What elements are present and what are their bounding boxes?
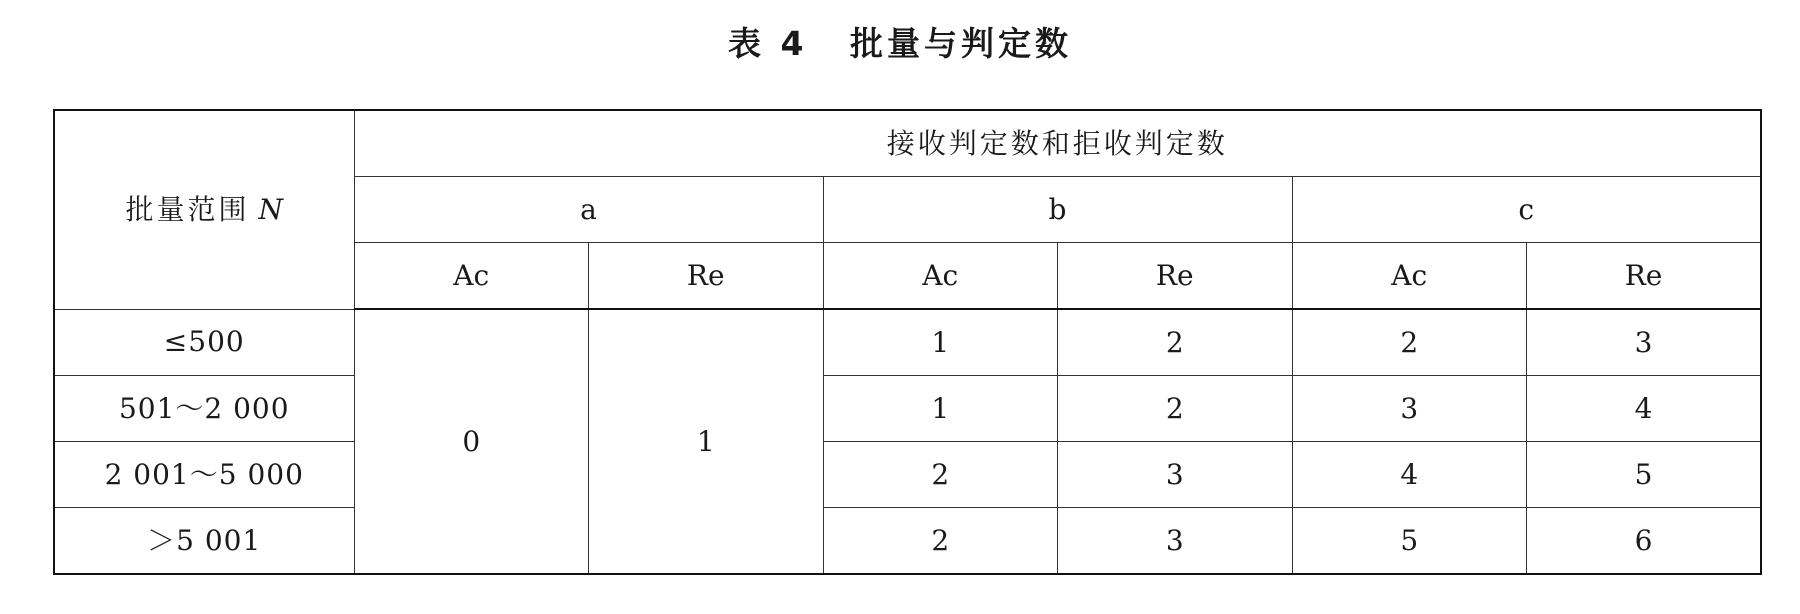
- group-c-re-value: 5: [1527, 442, 1762, 508]
- table-title-text: 批量与判定数: [849, 24, 1072, 63]
- group-b-ac-value: 1: [823, 309, 1058, 376]
- judgement-group-header: [354, 110, 1761, 177]
- group-c-ac-value: 2: [1292, 309, 1527, 376]
- table-row: [54, 508, 1761, 575]
- group-b-ac-header: Ac: [823, 243, 1058, 310]
- table-row: [54, 376, 1761, 442]
- table-row: [54, 442, 1761, 508]
- group-b-ac-value: 1: [823, 376, 1058, 442]
- judgement-group-title: 接收判定数和拒收判定数: [886, 126, 1228, 160]
- group-c-ac-header: Ac: [1292, 243, 1527, 310]
- group-b-ac-value: 2: [823, 442, 1058, 508]
- table-row: [54, 309, 1761, 376]
- group-c-ac-value: 4: [1292, 442, 1527, 508]
- group-c-ac-value: 5: [1292, 508, 1527, 575]
- group-a-header: a: [354, 177, 823, 243]
- group-c-re-value: 4: [1527, 376, 1762, 442]
- range-cell: ≤500: [54, 309, 354, 376]
- group-a-re-value: 1: [589, 309, 824, 574]
- group-b-re-value: 2: [1058, 309, 1293, 376]
- group-b-header: b: [823, 177, 1292, 243]
- batch-range-symbol: N: [258, 192, 283, 226]
- group-c-re-value: 3: [1527, 309, 1762, 376]
- group-c-re-value: 6: [1527, 508, 1762, 575]
- group-c-header: c: [1292, 177, 1761, 243]
- group-b-ac-value: 2: [823, 508, 1058, 575]
- group-b-re-value: 3: [1058, 508, 1293, 575]
- range-cell: 501～2 000: [54, 376, 354, 442]
- batch-range-header: [54, 110, 354, 309]
- group-b-re-value: 2: [1058, 376, 1293, 442]
- group-c-ac-value: 3: [1292, 376, 1527, 442]
- group-a-ac-header: Ac: [354, 243, 589, 310]
- table-title-prefix: 表: [728, 24, 766, 63]
- group-a-re-header: Re: [589, 243, 824, 310]
- batch-judgement-table: [53, 109, 1762, 575]
- table-title-number: 4: [780, 24, 804, 63]
- group-a-ac-value: 0: [354, 309, 589, 574]
- range-cell: ＞5 001: [54, 508, 354, 575]
- group-c-re-header: Re: [1527, 243, 1762, 310]
- batch-range-label: 批量范围: [125, 192, 250, 226]
- range-cell: 2 001～5 000: [54, 442, 354, 508]
- group-b-re-header: Re: [1058, 243, 1293, 310]
- group-b-re-value: 3: [1058, 442, 1293, 508]
- table-title: [0, 18, 1800, 65]
- header-row-1: [54, 110, 1761, 177]
